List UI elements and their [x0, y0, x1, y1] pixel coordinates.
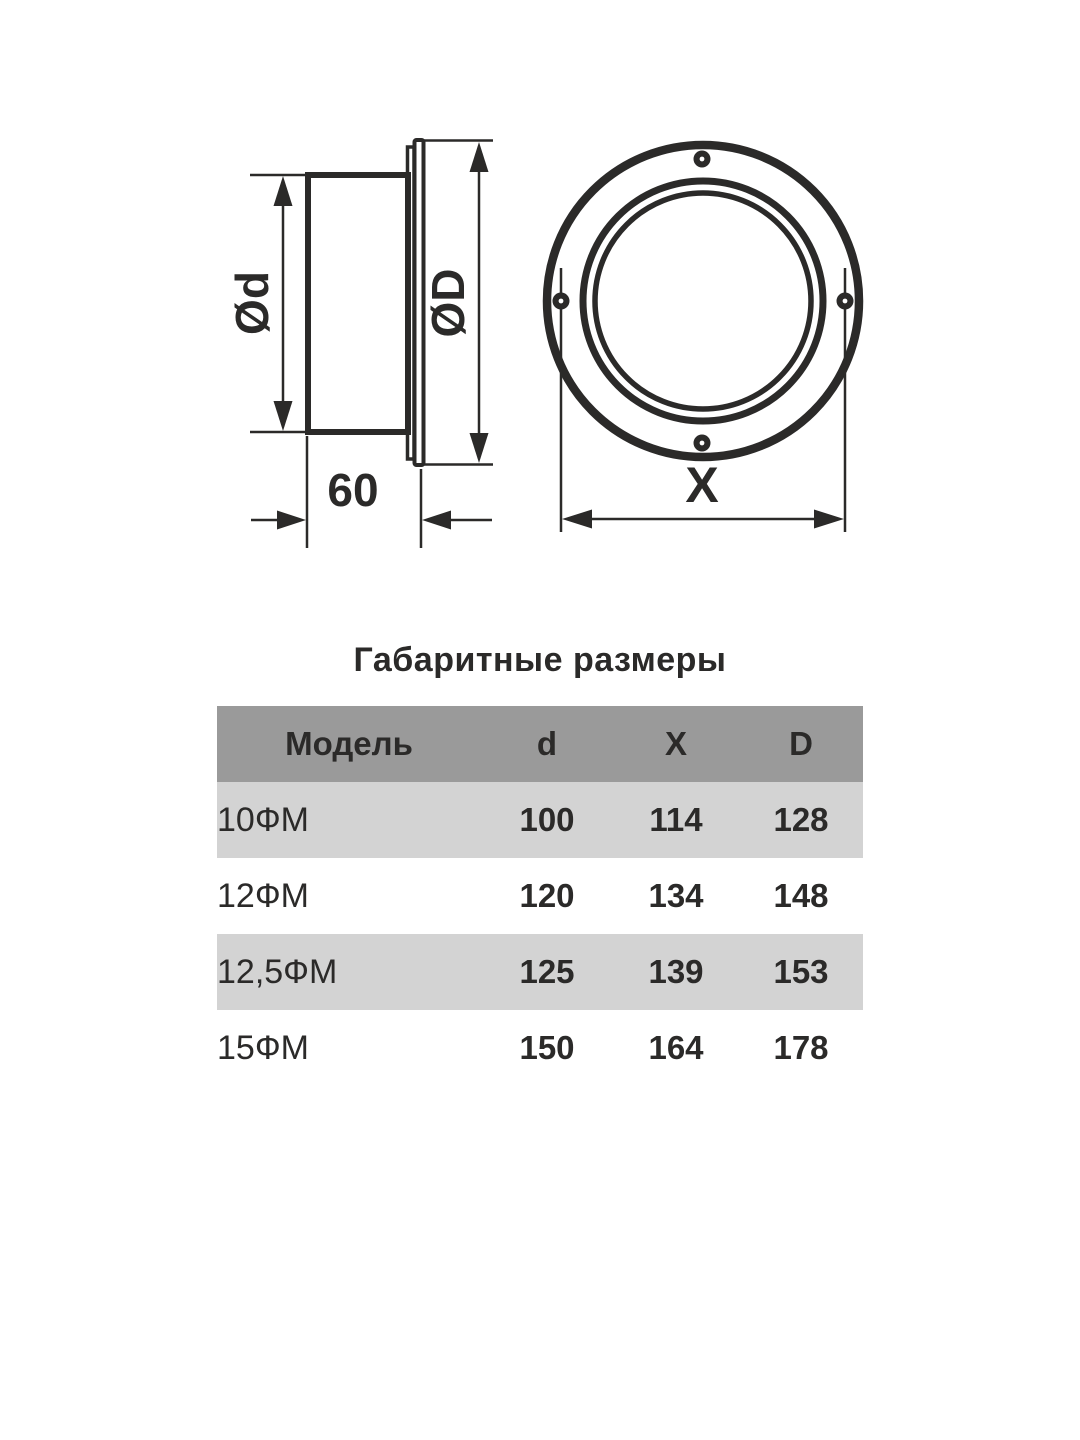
col-header-d: d — [536, 725, 558, 762]
table-row — [217, 858, 863, 934]
dim-label-inner-diameter: Ød — [226, 271, 278, 335]
value-d: 120 — [519, 877, 575, 914]
arrowhead-up — [274, 176, 293, 206]
dimensions-table — [217, 706, 863, 1086]
model-name: 15ФМ — [217, 1028, 309, 1067]
screw-hole-bottom — [694, 435, 711, 452]
table-header-row — [217, 706, 863, 782]
model-name: 12,5ФМ — [217, 952, 338, 991]
col-header-x: X — [664, 725, 687, 762]
value-D: 128 — [773, 801, 829, 838]
arrowhead-left — [562, 510, 592, 529]
value-D: 178 — [773, 1029, 829, 1066]
table-row — [217, 1010, 863, 1086]
value-x: 164 — [648, 1029, 704, 1066]
dimension-drawing — [0, 0, 1080, 595]
value-x: 114 — [649, 801, 703, 838]
dim-label-outer-diameter: ØD — [422, 268, 474, 338]
tube-outline — [308, 175, 408, 432]
model-name: 12ФМ — [217, 876, 309, 915]
value-d: 125 — [519, 953, 575, 990]
arrowhead-down — [470, 433, 489, 463]
table-row — [217, 782, 863, 858]
col-header-D: D — [789, 725, 813, 762]
dim-label-depth: 60 — [327, 464, 379, 516]
screw-hole-left — [553, 293, 570, 310]
collar-outer-circle — [583, 181, 823, 421]
screw-hole-right — [837, 293, 854, 310]
value-D: 148 — [773, 877, 829, 914]
arrowhead-up — [470, 142, 489, 172]
arrowhead-left — [422, 511, 451, 530]
dim-label-span: X — [685, 457, 719, 513]
table-row — [217, 934, 863, 1010]
screw-hole-top — [694, 151, 711, 168]
table-title: Габаритные размеры — [353, 641, 727, 679]
col-header-model: Модель — [285, 725, 413, 762]
value-D: 153 — [773, 953, 829, 990]
model-name: 10ФМ — [217, 800, 309, 839]
arrowhead-right — [814, 510, 844, 529]
arrowhead-right — [277, 511, 306, 530]
collar-inner-circle — [595, 193, 811, 409]
value-x: 139 — [648, 953, 704, 990]
arrowhead-down — [274, 401, 293, 431]
value-d: 150 — [519, 1029, 575, 1066]
value-x: 134 — [648, 877, 704, 914]
value-d: 100 — [519, 801, 575, 838]
